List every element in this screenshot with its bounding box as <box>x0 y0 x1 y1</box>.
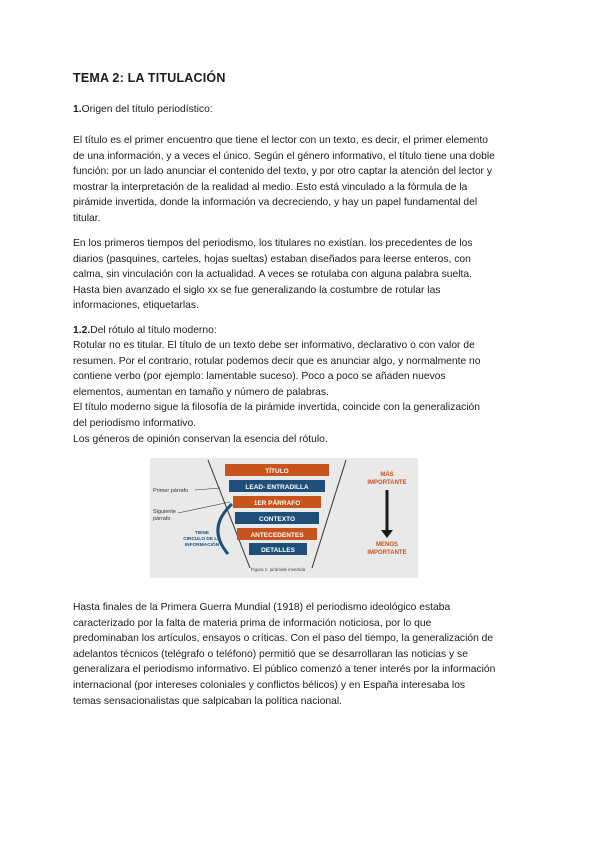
pointer-line <box>178 502 230 513</box>
text-line: del periodismo informativo. <box>73 417 197 429</box>
label-cierre: INFORMACIÓN <box>184 543 220 548</box>
inverted-pyramid-figure <box>150 458 418 578</box>
text-line: función: por un lado anunciar el contenido del texto, y por otro captar la atención del lector y <box>73 166 492 178</box>
text-line: elementos, aumentan en tamaño y número de palabras. <box>73 386 329 398</box>
label-siguiente: Siguiente <box>153 509 176 515</box>
text-line: contiene verbo (por ejemplo: lamentable suceso). Poco a poco se añaden nuevos <box>73 371 446 383</box>
text-line: resumen. Por el contrario, rotular podemos decir que es anunciar algo, y normalmente no <box>73 355 481 367</box>
bar-label: TÍTULO <box>265 468 289 475</box>
bar-contexto <box>235 512 319 524</box>
bar-antecedentes <box>237 528 317 540</box>
label-menos: MENOS <box>375 542 399 548</box>
paragraph-2 <box>73 236 535 314</box>
inverted-pyramid-diagram <box>150 458 418 578</box>
bar-titulo <box>225 464 329 476</box>
bar-label: 1ER PÁRRAFO <box>253 500 301 507</box>
text-line: El título es el primer encuentro que tiene el lector con un texto, es decir, el primer elemento <box>73 135 488 146</box>
bar-detalles <box>249 543 307 555</box>
text-line: caracterizado por la falta de materia prima de información noticiosa, por lo que <box>73 617 432 629</box>
cycle-arrow-icon <box>218 504 232 554</box>
text-line: predominaban los artículos, ensayos o críticas. Con el paso del tiempo, la generalización de <box>73 633 494 645</box>
text-line: temas sensacionalistas que salpicaban la política nacional. <box>73 695 343 707</box>
text-line: adelantos técnicos (telégrafo o teléfono) permitió que se desarrollaran las noticias y se <box>73 648 468 660</box>
section-1-2-number: 1.2. <box>73 325 91 336</box>
bar-primer-parrafo <box>233 496 321 508</box>
text-line: informaciones, etiquetarlas. <box>73 300 199 312</box>
label-importante-top: IMPORTANTE <box>367 480 407 486</box>
text-line: diarios (pasquines, carteles, hojas sueltas) estaban diseñados para leerse enteros, con <box>73 253 471 265</box>
text-line: mostrar la interpretación de la realidad al medio. Esto está vinculado a la fórmula de la <box>73 181 468 193</box>
label-parrafo: párrafo <box>153 516 171 522</box>
figure-caption: Figura 1: pirámide invertida <box>250 567 306 572</box>
text-line: Rotular no es titular. El título de un texto debe ser informativo, declarativo o con valor de <box>73 340 475 351</box>
bar-label: ANTECEDENTES <box>250 532 304 539</box>
paragraph-4 <box>73 600 535 709</box>
section-1-2-title: Del rótulo al título moderno: <box>90 325 217 336</box>
bar-label: CONTEXTO <box>259 516 295 523</box>
text-line: calma, sin vinculación con la actualidad. A veces se rotulaba con alguna palabra suelta. <box>73 269 472 281</box>
text-line: de una información, y a veces el único. Según el género informativo, el título tiene una doble <box>73 150 495 162</box>
section-1-title: Origen del título periodístico: <box>81 104 213 115</box>
label-mas: MÁS <box>380 472 394 478</box>
text-line: titular. <box>73 212 101 224</box>
text-line: Hasta bien avanzado el siglo xx se fue generalizando la costumbre de rotular las <box>73 284 441 296</box>
text-line: Hasta finales de la Primera Guerra Mundial (1918) el periodismo ideológico estaba <box>73 602 451 613</box>
arrow-head-icon <box>381 530 393 538</box>
label-cierre: TIENE <box>194 531 210 536</box>
label-primer-parrafo: Primer párrafo <box>153 488 189 494</box>
paragraph-1 <box>73 133 535 227</box>
text-line: El título moderno sigue la filosofía de la pirámide invertida, coincide con la generalización <box>73 402 480 414</box>
text-line: Los géneros de opinión conservan la esencia del rótulo. <box>73 433 328 445</box>
bar-label: LEAD- ENTRADILLA <box>245 484 309 491</box>
bar-lead <box>229 480 325 492</box>
section-1-heading <box>73 102 535 118</box>
section-1-number: 1. <box>73 104 82 115</box>
text-line: pirámide invertida, donde la información va decreciendo, y hay un papel fundamental del <box>73 197 478 209</box>
bar-label: DETALLES <box>261 547 295 554</box>
text-line: generalizara el periodismo informativo. El público comenzó a tener interés por la información <box>73 664 496 676</box>
label-cierre: CIRCULO DE LA <box>183 537 221 542</box>
section-1-2-heading <box>73 323 535 339</box>
text-line: En los primeros tiempos del periodismo, los titulares no existían. los precedentes de los <box>73 238 473 249</box>
pointer-line <box>195 488 220 490</box>
paragraph-3 <box>73 338 535 447</box>
label-importante-bottom: IMPORTANTE <box>367 550 407 556</box>
text-line: internacional (por intereses coloniales y conflictos bélicos) y en España interesaba los <box>73 679 466 691</box>
page-title: TEMA 2: LA TITULACIÓN <box>73 71 226 85</box>
